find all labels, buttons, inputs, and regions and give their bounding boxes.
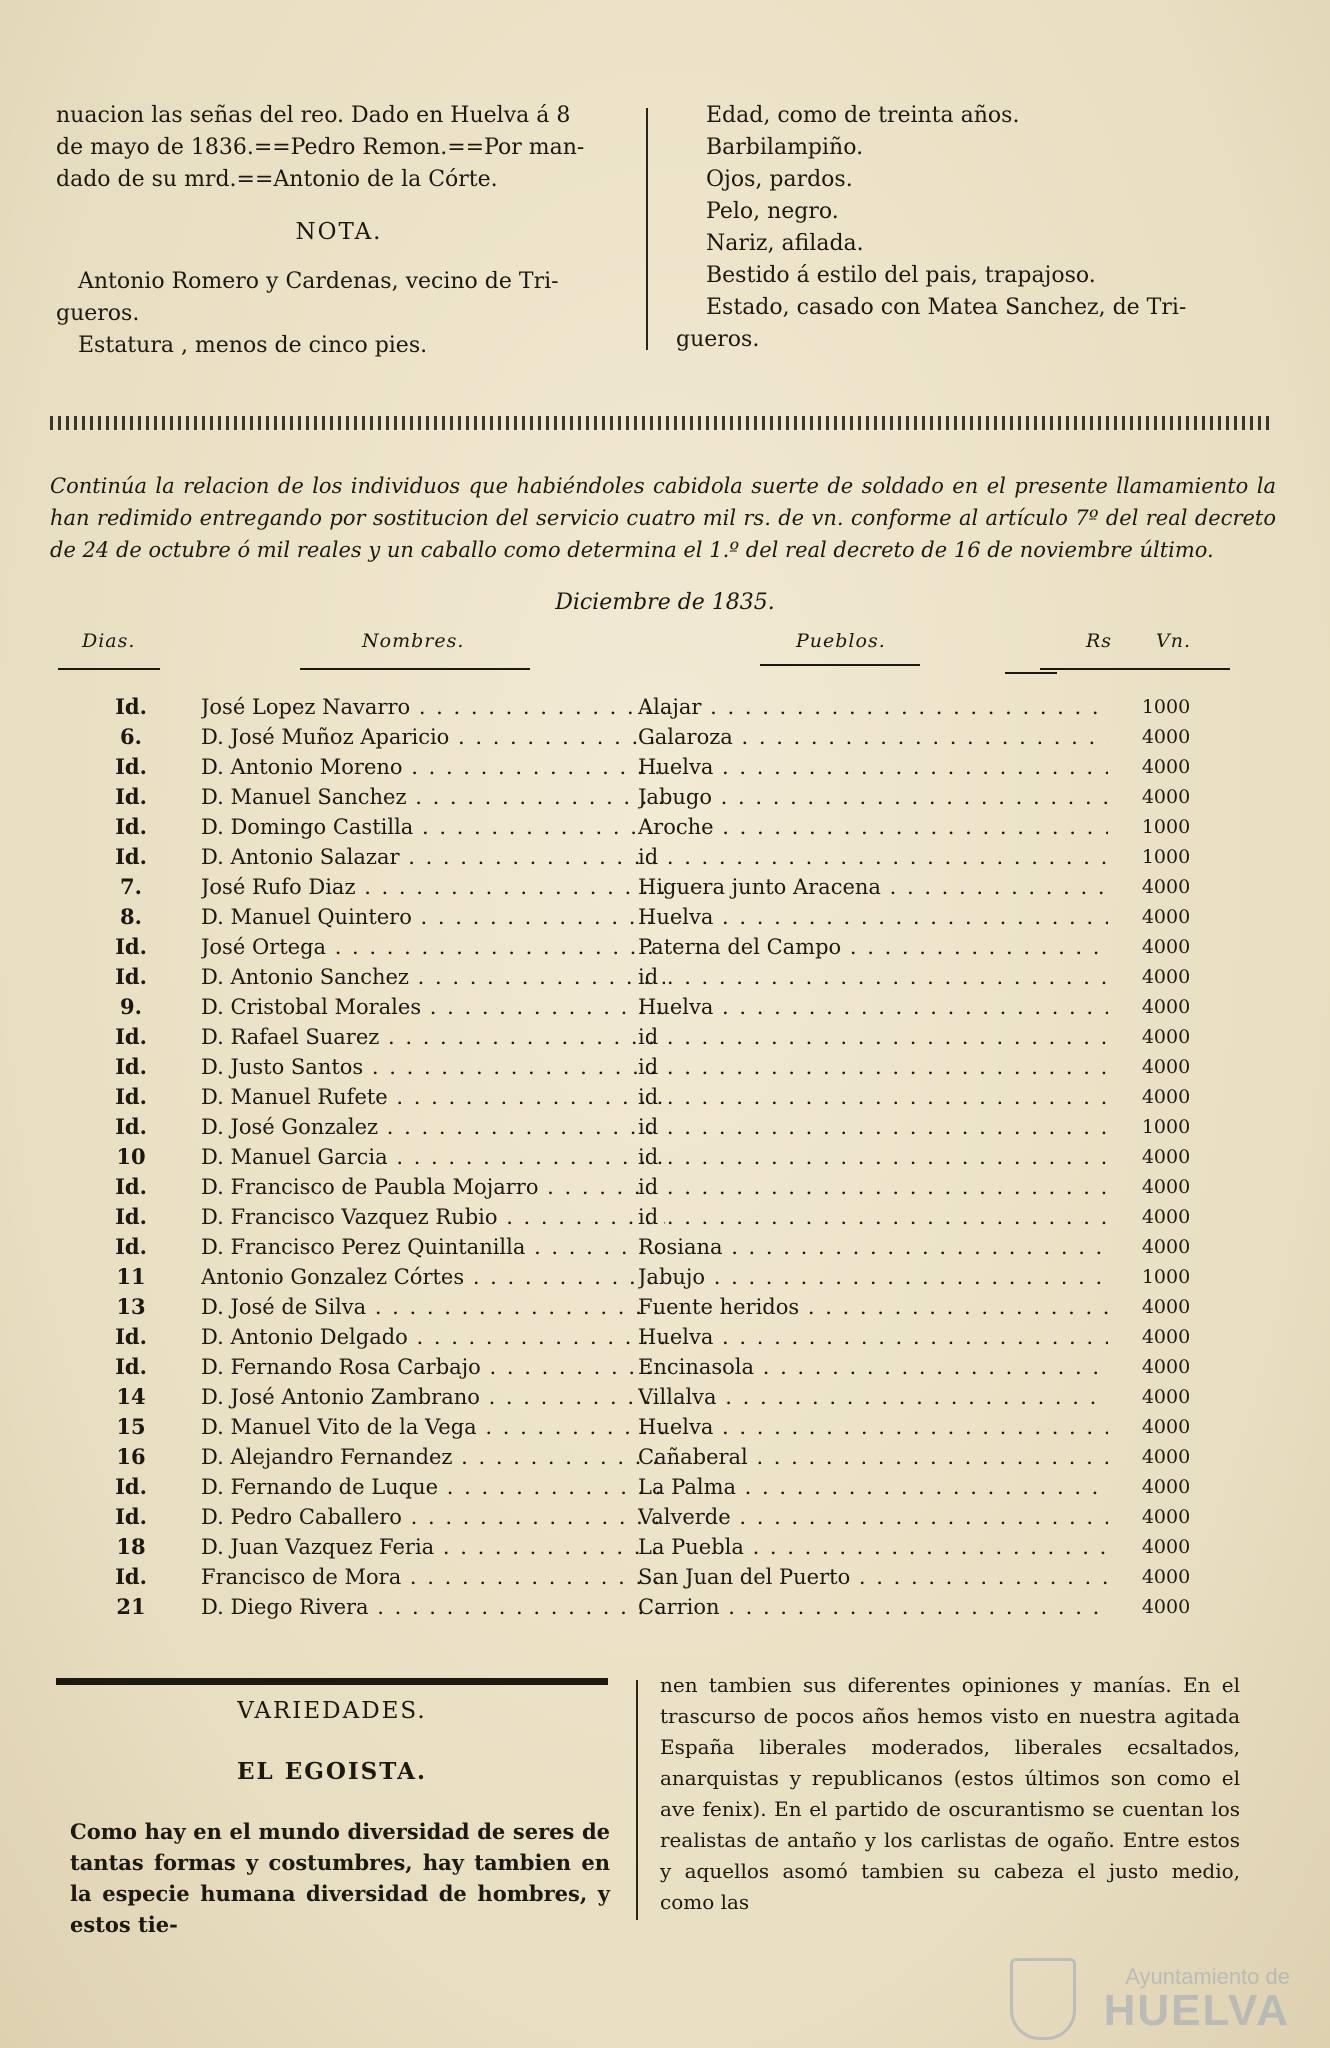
header-rs: Rs (1086, 630, 1113, 652)
cell-pueblo: Jabugo . . . (638, 782, 1108, 812)
table-row (56, 752, 1236, 782)
table-row (56, 962, 1236, 992)
cell-dia: 6. (120, 724, 142, 749)
cell-rs: 4000 (1141, 966, 1191, 988)
table-row (56, 1412, 1236, 1442)
cell-dia: Id. (115, 784, 147, 809)
cell-rs: 1000 (1141, 1266, 1191, 1288)
table-row (56, 812, 1236, 842)
table-row (56, 872, 1236, 902)
cell-dia: Id. (115, 1174, 147, 1199)
article-title: EL EGOISTA. (237, 1758, 427, 1785)
section-rule (56, 1678, 608, 1685)
cell-dia: 16 (116, 1444, 146, 1469)
cell-nombre: D. José Antonio Zambrano . . . (201, 1382, 665, 1412)
watermark-big-text: HUELVA (1103, 1986, 1290, 2035)
cell-nombre: D. Antonio Sanchez . . . (201, 962, 665, 992)
cell-nombre: D. Manuel Quintero . . . (201, 902, 665, 932)
table-row (56, 1172, 1236, 1202)
cell-pueblo: id . . . (638, 1112, 1108, 1142)
cell-pueblo: Fuente heridos . . . (638, 1292, 1108, 1322)
cell-nombre: D. José de Silva . . . (201, 1292, 665, 1322)
cell-dia: Id. (115, 694, 147, 719)
cell-rs: 4000 (1141, 1596, 1191, 1618)
cell-dia: 9. (120, 994, 142, 1019)
person-name: Antonio Romero y Cardenas, vecino de Tri- (78, 269, 559, 294)
cell-pueblo: id . . . (638, 1142, 1108, 1172)
header-rule (760, 664, 920, 666)
cell-rs: 4000 (1141, 726, 1191, 748)
list-intro: Continúa la relacion de los individuos que habiéndoles cabidola suerte de soldado en el presente llamamiento la han redimido entregando por sostitucion del servicio cuatro mil rs. de vn. conforme al artículo 7º del real decreto de 24 de octubre ó mil reales y un caballo como determina el 1.º del real decreto de 16 de noviembre último. (50, 474, 1276, 562)
cell-nombre: D. Francisco Vazquez Rubio . . . (201, 1202, 665, 1232)
header-dias: Dias. (82, 630, 136, 652)
header-pueblos: Pueblos. (796, 630, 886, 652)
cell-dia: 21 (116, 1594, 146, 1619)
cell-rs: 4000 (1141, 876, 1191, 898)
watermark-small-text: Ayuntamiento de (1125, 1964, 1290, 1989)
cell-dia: Id. (115, 1204, 147, 1229)
cell-rs: 4000 (1141, 1176, 1191, 1198)
cell-pueblo: id . . . (638, 1052, 1108, 1082)
cell-nombre: D. José Muñoz Aparicio . . . (201, 722, 665, 752)
cell-dia: Id. (115, 754, 147, 779)
description-column (676, 100, 1296, 356)
cell-pueblo: La Palma . . . (638, 1472, 1108, 1502)
cell-rs: 4000 (1141, 786, 1191, 808)
cell-dia: Id. (115, 1324, 147, 1349)
table-row (56, 1352, 1236, 1382)
header-rule (1005, 672, 1057, 674)
watermark-emblem-icon (1010, 1958, 1076, 2040)
table-row (56, 1382, 1236, 1412)
cell-rs: 1000 (1141, 1116, 1191, 1138)
cell-rs: 4000 (1141, 756, 1191, 778)
cell-nombre: D. Juan Vazquez Feria . . . (201, 1532, 665, 1562)
table-row (56, 1592, 1236, 1622)
cell-dia: 15 (116, 1414, 146, 1439)
cell-nombre: D. Francisco de Paubla Mojarro . . . (201, 1172, 665, 1202)
cell-pueblo: Higuera junto Aracena . . . (638, 872, 1108, 902)
description-line: Bestido á estilo del pais, trapajoso. (706, 263, 1096, 288)
table-row (56, 902, 1236, 932)
cell-dia: 10 (116, 1144, 146, 1169)
section-title: VARIEDADES. (237, 1698, 427, 1724)
cell-dia: Id. (115, 844, 147, 869)
header-rule (300, 668, 530, 670)
cell-dia: Id. (115, 814, 147, 839)
cell-nombre: D. Alejandro Fernandez . . . (201, 1442, 665, 1472)
table-row (56, 1322, 1236, 1352)
cell-dia: Id. (115, 1024, 147, 1049)
cell-pueblo: Cañaberal . . . (638, 1442, 1108, 1472)
cell-nombre: D. Domingo Castilla . . . (201, 812, 665, 842)
cell-nombre: D. Antonio Delgado . . . (201, 1322, 665, 1352)
cell-pueblo: Rosiana . . . (638, 1232, 1108, 1262)
cell-dia: 14 (116, 1384, 146, 1409)
cell-rs: 4000 (1141, 1206, 1191, 1228)
cell-nombre: José Rufo Diaz . . . (201, 872, 665, 902)
cell-rs: 4000 (1141, 1386, 1191, 1408)
description-line: Pelo, negro. (706, 199, 839, 224)
cell-rs: 4000 (1141, 1476, 1191, 1498)
cell-rs: 4000 (1141, 1056, 1191, 1078)
description-line: Estado, casado con Matea Sanchez, de Tri- (706, 295, 1187, 320)
table-row (56, 1022, 1236, 1052)
table-row (56, 782, 1236, 812)
cell-rs: 4000 (1141, 1026, 1191, 1048)
cell-dia: 8. (120, 904, 142, 929)
description-line: gueros. (676, 327, 760, 352)
table-row (56, 722, 1236, 752)
table-row (56, 842, 1236, 872)
cell-pueblo: Paterna del Campo . . . (638, 932, 1108, 962)
cell-dia: 7. (120, 874, 142, 899)
cell-pueblo: id . . . (638, 1172, 1108, 1202)
cell-dia: 13 (116, 1294, 146, 1319)
cell-dia: Id. (115, 1054, 147, 1079)
cell-dia: 18 (116, 1534, 146, 1559)
cell-dia: Id. (115, 964, 147, 989)
notice-line: de mayo de 1836.==Pedro Remon.==Por man- (56, 135, 585, 160)
list-date: Diciembre de 1835. (555, 590, 775, 615)
table-row (56, 1262, 1236, 1292)
cell-nombre: D. Fernando Rosa Carbajo . . . (201, 1352, 665, 1382)
cell-pueblo: Villalva . . . (638, 1382, 1108, 1412)
cell-nombre: D. Manuel Rufete . . . (201, 1082, 665, 1112)
cell-pueblo: San Juan del Puerto . . . (638, 1562, 1108, 1592)
cell-dia: 11 (116, 1264, 146, 1289)
cell-pueblo: id . . . (638, 962, 1108, 992)
header-vn: Vn. (1156, 630, 1191, 652)
cell-pueblo: Alajar . . . (638, 692, 1108, 722)
cell-nombre: D. Antonio Moreno . . . (201, 752, 665, 782)
cell-nombre: D. Antonio Salazar . . . (201, 842, 665, 872)
cell-nombre: José Lopez Navarro . . . (201, 692, 665, 722)
cell-dia: Id. (115, 1234, 147, 1259)
cell-dia: Id. (115, 1354, 147, 1379)
cell-pueblo: id . . . (638, 1022, 1108, 1052)
cell-pueblo: La Puebla . . . (638, 1532, 1108, 1562)
cell-nombre: José Ortega . . . (201, 932, 665, 962)
table-row (56, 1442, 1236, 1472)
cell-pueblo: Encinasola . . . (638, 1352, 1108, 1382)
cell-rs: 1000 (1141, 816, 1191, 838)
cell-pueblo: Huelva . . . (638, 992, 1108, 1022)
cell-rs: 4000 (1141, 1296, 1191, 1318)
cell-nombre: D. Fernando de Luque . . . (201, 1472, 665, 1502)
cell-dia: Id. (115, 1084, 147, 1109)
table-body (56, 692, 1236, 1622)
cell-rs: 4000 (1141, 1326, 1191, 1348)
table-row (56, 1502, 1236, 1532)
cell-pueblo: Galaroza . . . (638, 722, 1108, 752)
cell-nombre: Antonio Gonzalez Córtes . . . (201, 1262, 665, 1292)
cell-rs: 4000 (1141, 1536, 1191, 1558)
cell-rs: 4000 (1141, 1416, 1191, 1438)
cell-nombre: D. Diego Rivera . . . (201, 1592, 665, 1622)
description-line: Nariz, afilada. (706, 231, 864, 256)
cell-pueblo: Jabujo . . . (638, 1262, 1108, 1292)
description-line: Ojos, pardos. (706, 167, 853, 192)
notice-line: nuacion las señas del reo. Dado en Huelva á 8 (56, 103, 571, 128)
cell-rs: 4000 (1141, 936, 1191, 958)
notice-column (56, 100, 622, 362)
cell-pueblo: id . . . (638, 842, 1108, 872)
cell-pueblo: Huelva . . . (638, 752, 1108, 782)
column-divider (646, 108, 648, 350)
cell-pueblo: Huelva . . . (638, 1322, 1108, 1352)
cell-pueblo: Aroche . . . (638, 812, 1108, 842)
table-row (56, 1562, 1236, 1592)
wavy-rule (50, 416, 1272, 430)
cell-rs: 4000 (1141, 1086, 1191, 1108)
nota-title: NOTA. (295, 219, 383, 245)
cell-dia: Id. (115, 1474, 147, 1499)
cell-rs: 1000 (1141, 846, 1191, 868)
cell-rs: 4000 (1141, 1146, 1191, 1168)
estatura: Estatura , menos de cinco pies. (78, 333, 428, 358)
table-row (56, 1082, 1236, 1112)
description-line: Edad, como de treinta años. (706, 103, 1020, 128)
cell-pueblo: Valverde . . . (638, 1502, 1108, 1532)
cell-rs: 1000 (1141, 696, 1191, 718)
cell-nombre: D. Rafael Suarez . . . (201, 1022, 665, 1052)
notice-line: dado de su mrd.==Antonio de la Córte. (56, 167, 498, 192)
table-row (56, 992, 1236, 1022)
cell-nombre: D. Manuel Vito de la Vega . . . (201, 1412, 665, 1442)
cell-pueblo: id . . . (638, 1202, 1108, 1232)
header-rule (58, 668, 160, 670)
table-row (56, 692, 1236, 722)
table-row (56, 1292, 1236, 1322)
archive-watermark (1010, 1958, 1290, 2038)
cell-dia: Id. (115, 934, 147, 959)
article-text-left: Como hay en el mundo diversidad de seres de tantas formas y costumbres, hay tambien en la especie humana diversidad de hombres, y estos tie- (70, 1819, 610, 1937)
cell-pueblo: id . . . (638, 1082, 1108, 1112)
cell-pueblo: Huelva . . . (638, 902, 1108, 932)
cell-nombre: D. Francisco Perez Quintanilla . . . (201, 1232, 665, 1262)
cell-nombre: D. Pedro Caballero . . . (201, 1502, 665, 1532)
table-row (56, 1472, 1236, 1502)
table-row (56, 1142, 1236, 1172)
cell-nombre: D. Manuel Sanchez . . . (201, 782, 665, 812)
cell-dia: Id. (115, 1114, 147, 1139)
top-section (56, 100, 1278, 385)
cell-nombre: Francisco de Mora . . . (201, 1562, 665, 1592)
article-text-right: nen tambien sus diferentes opiniones y manías. En el trascurso de pocos años hemos visto en nuestra agitada España liberales moderados, liberales ecsaltados, anarquistas y republicanos (estos últimos son como el ave fenix). En el partido de oscurantismo se cuentan los realistas de antaño y los carlistas de ogaño. Entre estos y aquellos asomó tambien su cabeza el justo medio, como las (660, 1673, 1240, 1914)
table-row (56, 932, 1236, 962)
cell-pueblo: Carrion . . . (638, 1592, 1108, 1622)
table-row (56, 1112, 1236, 1142)
cell-rs: 4000 (1141, 1446, 1191, 1468)
cell-rs: 4000 (1141, 1236, 1191, 1258)
table-row (56, 1232, 1236, 1262)
cell-nombre: D. Manuel Garcia . . . (201, 1142, 665, 1172)
cell-nombre: D. José Gonzalez . . . (201, 1112, 665, 1142)
cell-dia: Id. (115, 1504, 147, 1529)
cell-pueblo: Huelva . . . (638, 1412, 1108, 1442)
cell-rs: 4000 (1141, 1356, 1191, 1378)
cell-rs: 4000 (1141, 906, 1191, 928)
cell-rs: 4000 (1141, 996, 1191, 1018)
header-rule (1040, 668, 1230, 670)
cell-rs: 4000 (1141, 1566, 1191, 1588)
cell-dia: Id. (115, 1564, 147, 1589)
description-line: Barbilampiño. (706, 135, 864, 160)
table-row (56, 1202, 1236, 1232)
table-row (56, 1532, 1236, 1562)
cell-rs: 4000 (1141, 1506, 1191, 1528)
header-nombres: Nombres. (362, 630, 465, 652)
table-header (56, 630, 1236, 670)
column-divider (636, 1680, 638, 1920)
cell-nombre: D. Cristobal Morales . . . (201, 992, 665, 1022)
table-row (56, 1052, 1236, 1082)
cell-nombre: D. Justo Santos . . . (201, 1052, 665, 1082)
person-town: gueros. (56, 301, 140, 326)
